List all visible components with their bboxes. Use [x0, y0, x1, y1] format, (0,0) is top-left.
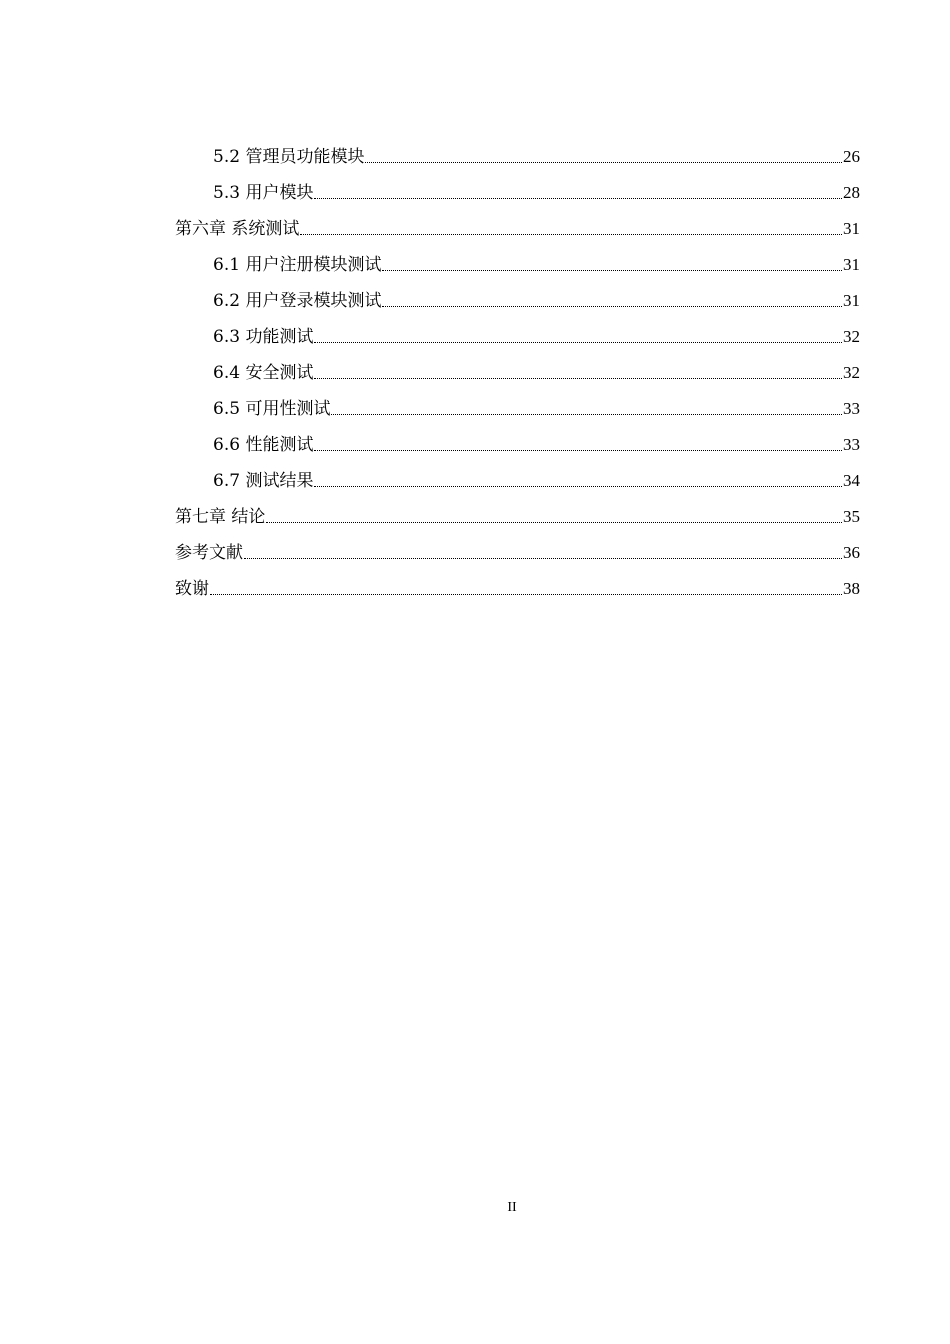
toc-entry-title: 6.5 可用性测试: [213, 399, 331, 419]
toc-entry-title: 6.7 测试结果: [213, 471, 314, 491]
toc-entry-page: 28: [843, 183, 860, 202]
toc-entry-6-6[interactable]: [175, 423, 860, 459]
toc-dot-leader: [314, 198, 842, 199]
toc-dot-leader: [210, 594, 842, 595]
toc-entry-page: 36: [843, 543, 860, 562]
toc-dot-leader: [314, 450, 842, 451]
toc-entry-6-2[interactable]: [175, 279, 860, 315]
toc-entry-title: 6.3 功能测试: [213, 327, 314, 347]
toc-entry-chapter-7[interactable]: [175, 495, 860, 531]
toc-dot-leader: [244, 558, 842, 559]
toc-entry-title: 6.2 用户登录模块测试: [213, 291, 382, 311]
toc-dot-leader: [314, 378, 842, 379]
toc-entry-page: 34: [843, 471, 860, 490]
toc-dot-leader: [382, 270, 842, 271]
toc-dot-leader: [266, 522, 842, 523]
toc-dot-leader: [331, 414, 842, 415]
toc-entry-6-4[interactable]: [175, 351, 860, 387]
toc-entry-acknowledgements[interactable]: [175, 567, 860, 603]
toc-entry-title: 6.1 用户注册模块测试: [213, 255, 382, 275]
toc-entry-page: 31: [843, 219, 860, 238]
page-number: II: [507, 1200, 517, 1215]
toc-dot-leader: [314, 342, 842, 343]
toc-dot-leader: [382, 306, 842, 307]
toc-entry-6-1[interactable]: [175, 243, 860, 279]
toc-entry-title: 5.2 管理员功能模块: [213, 147, 365, 167]
toc-entry-page: 31: [843, 255, 860, 274]
toc-entry-page: 32: [843, 327, 860, 346]
toc-entry-page: 33: [843, 435, 860, 454]
toc-entry-page: 38: [843, 579, 860, 598]
toc-entry-title: 第六章 系统测试: [175, 219, 300, 239]
toc-entry-title: 第七章 结论: [175, 507, 266, 527]
toc-entry-5-3[interactable]: [175, 171, 860, 207]
toc-entry-6-7[interactable]: [175, 459, 860, 495]
toc-entry-5-2[interactable]: [175, 135, 860, 171]
toc-entry-chapter-6[interactable]: [175, 207, 860, 243]
toc-entry-references[interactable]: [175, 531, 860, 567]
toc-entry-page: 33: [843, 399, 860, 418]
toc-entry-page: 26: [843, 147, 860, 166]
toc-entry-title: 5.3 用户模块: [213, 183, 314, 203]
toc-entry-6-3[interactable]: [175, 315, 860, 351]
toc-entry-page: 32: [843, 363, 860, 382]
toc-entry-title: 6.6 性能测试: [213, 435, 314, 455]
toc-entry-title: 6.4 安全测试: [213, 363, 314, 383]
toc-dot-leader: [300, 234, 842, 235]
table-of-contents: [175, 135, 860, 603]
toc-entry-page: 31: [843, 291, 860, 310]
toc-dot-leader: [365, 162, 842, 163]
toc-entry-title: 参考文献: [175, 543, 243, 563]
toc-entry-6-5[interactable]: [175, 387, 860, 423]
toc-entry-page: 35: [843, 507, 860, 526]
toc-dot-leader: [314, 486, 842, 487]
toc-entry-title: 致谢: [175, 579, 209, 599]
